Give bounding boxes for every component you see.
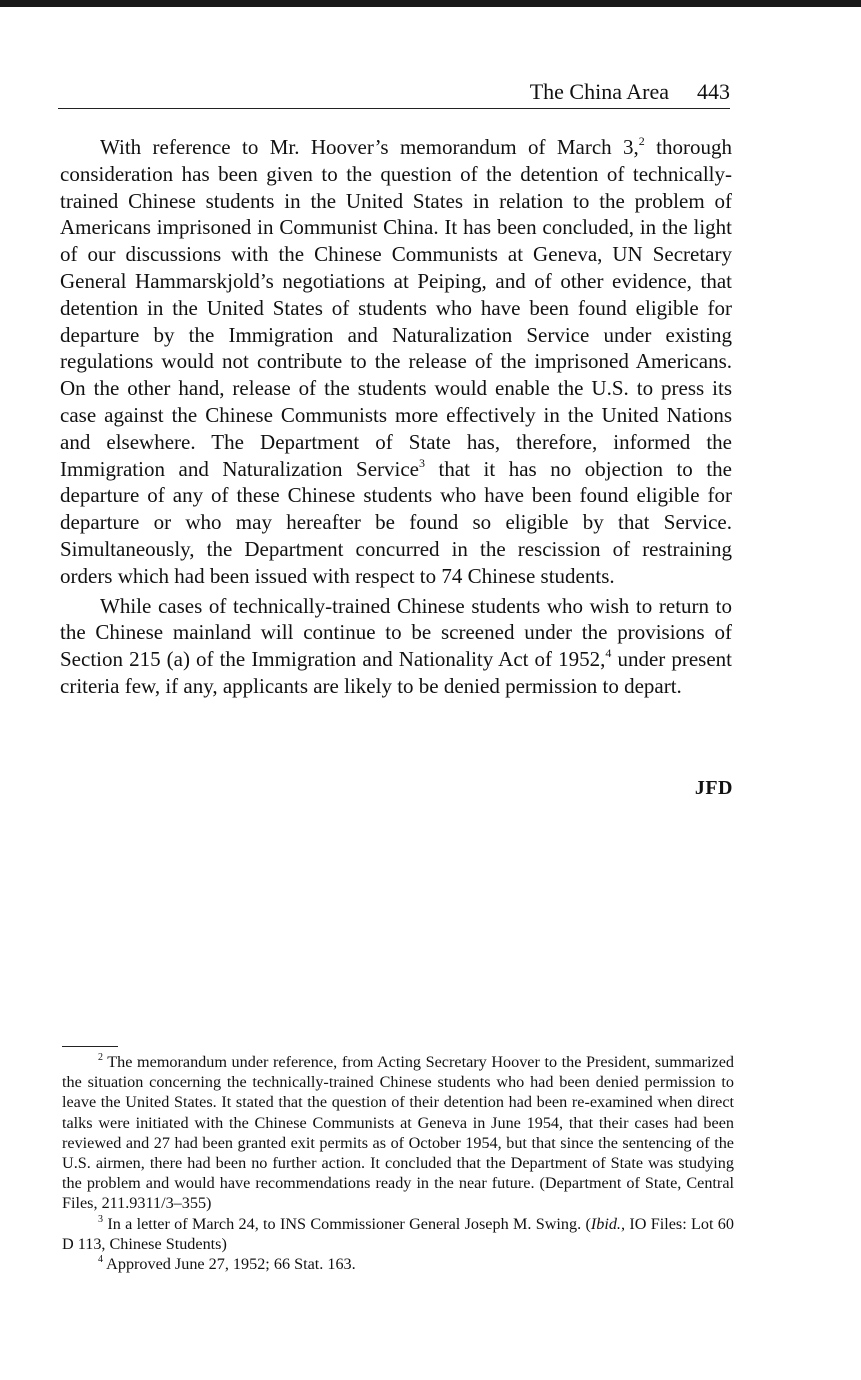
footnote-3 bbox=[62, 1214, 734, 1254]
paragraph-2 bbox=[60, 593, 732, 700]
running-header bbox=[58, 78, 730, 109]
footnote-divider bbox=[62, 1046, 118, 1047]
paragraph-1-part-b: thorough consideration has been given to the question of the detention of technically-trained Chinese students in the United States in relation to the problem of Americans imprisoned in Communist China. It has been concluded, in the light of our discussions with the Chinese Communists at Geneva, UN Secretary General Hammarskjold’s negotiations at Peiping, and of other evidence, that detention in the United States of students who have been found eligible for departure by the Immigration and Naturalization Service under existing regulations would not contribute to the release of the imprisoned Americans. On the other hand, release of the students would enable the U.S. to press its case against the Chinese Communists more effectively in the United Nations and elsewhere. The Department of State has, therefore, informed the Immigration and Naturalization Service bbox=[60, 135, 733, 481]
footnote-2 bbox=[62, 1052, 734, 1214]
paragraph-2-part-a: While cases of technically-trained Chinese students who wish to return to the Chinese mainland will continue to be screened under the provisions of Section 215 (a) of the Immigration and Nationality Act of 1952, bbox=[60, 593, 732, 672]
footnote-ref-2: 2 bbox=[638, 134, 645, 148]
footnote-text-continued: IO Files: Lot 60 D 113, Chinese Students) bbox=[62, 1214, 734, 1253]
signature-initials: JFD bbox=[694, 777, 733, 799]
footnote-text: In a letter of March 24, to INS Commissioner General Joseph M. Swing. ( bbox=[107, 1214, 591, 1233]
footnote-text: The memorandum under reference, from Acting Secretary Hoover to the President, summarized the situation concerning the technically-trained Chinese students who had been denied permission to leave the United States. It stated that the question of their detention had been re-examined when direct talks were initiated with the Chinese Communists at Geneva in June 1954, that their cases had been reviewed and 27 had been granted exit permits as of October 1954, but that since the sentencing of the U.S. airmen, there had been no further action. It concluded that the Department of State was studying the problem and would have recommendations ready in the near future. (Department of State, Central Files, 211.9311/3–355) bbox=[62, 1053, 734, 1213]
paragraph-1 bbox=[60, 134, 732, 590]
page-number: 443 bbox=[697, 79, 730, 104]
main-text bbox=[60, 134, 732, 700]
paragraph-1-part-c: that it has no objection to the departure of any of these Chinese students who have been found eligible for departure or who may hereafter be found so eligible by that Service. Simultaneously, the Department concurred in the rescission of restraining orders which had been issued with respect to 74 Chinese students. bbox=[60, 456, 732, 588]
footnote-italic-ibid: Ibid., bbox=[590, 1214, 626, 1233]
footnote-marker: 2 bbox=[98, 1052, 103, 1063]
footnote-marker: 4 bbox=[98, 1254, 103, 1266]
footnote-text: Approved June 27, 1952; 66 Stat. 163. bbox=[106, 1255, 356, 1274]
footnote-4 bbox=[62, 1254, 734, 1274]
footnote-ref-3: 3 bbox=[418, 455, 425, 470]
footnotes bbox=[62, 1052, 734, 1274]
footnote-marker: 3 bbox=[98, 1213, 103, 1225]
running-header-title: The China Area bbox=[529, 79, 669, 104]
footnote-ref-4: 4 bbox=[605, 646, 612, 661]
page-top-edge bbox=[0, 0, 861, 7]
paragraph-1-part-a: With reference to Mr. Hoover’s memorandum of March 3, bbox=[100, 135, 639, 159]
paragraph-2-part-b: under present criteria few, if any, applicants are likely to be denied permission to depart. bbox=[60, 647, 732, 698]
